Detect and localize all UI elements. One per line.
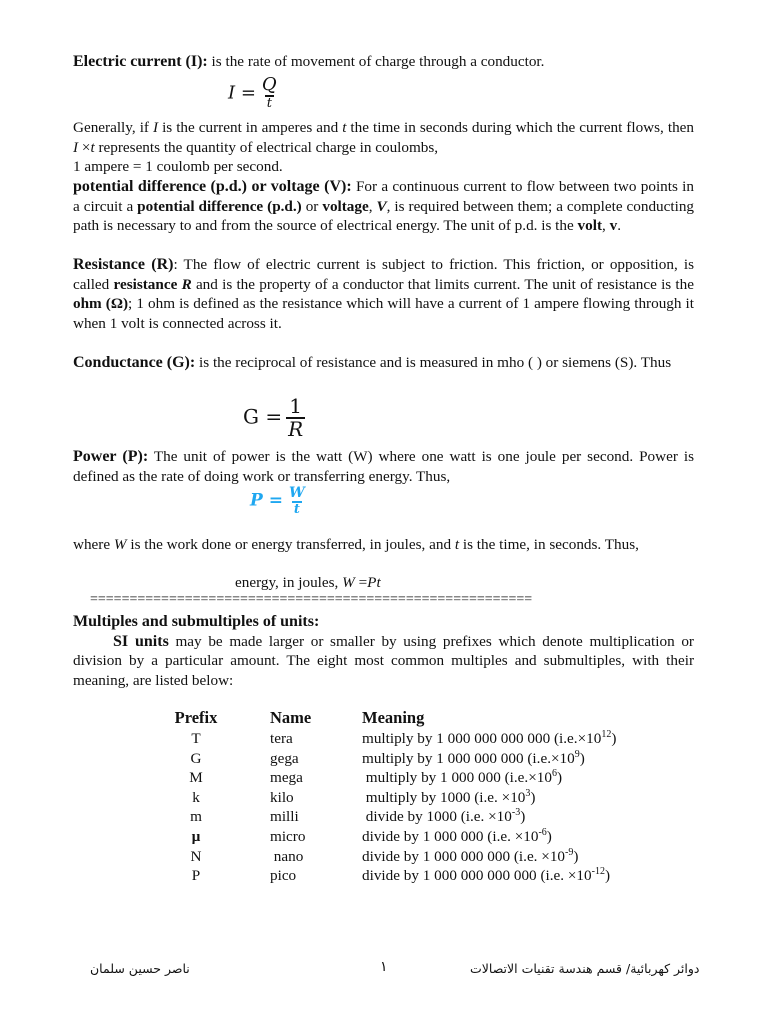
table-row: G gega multiply by 1 000 000 000 $(i.e.\times 10^9)$ [190,749,585,767]
table-row: µ micro divide by 1 000 000 (i.e. $\times 10^{-6}$) [191,827,552,845]
multiples-heading: Multiples and submultiples of units: [73,613,320,630]
pd-paragraph: potential difference (p.d.) or voltage (V): For a continuous current to flow between two points in a circuit a potential difference (p.d.) or voltage, V, is required between them; a complete conducting path is necessary to and from the source of electrical energy. The unit of p.d. is the volt, v. [73,178,695,235]
header-prefix: Prefix [174,708,218,727]
generally-paragraph: Generally, if I is the current in amperes and t the time in seconds during which the current flows, then I ×t represents the quantity of electrical charge in coulombs, 1 ampere = 1 coulomb per second. [73,119,695,176]
eq-denominator: t [266,95,272,111]
current-heading: Electric current (I): [73,53,208,70]
table-row: T tera multiply by 1 000 000 000 000 $(i.e.\times 10^{12})$ [191,729,617,747]
table-row: P pico divide by 1 000 000 000 000 (i.e. $\times 10^{-12}$) [191,866,611,884]
current-equation [228,76,279,111]
footer-author: ناصر حسين سلمان [90,961,190,976]
eq-numerator: Q [261,74,277,95]
eq-lhs: I = [228,82,256,104]
where-paragraph: where W is the work done or energy transferred, in joules, and t is the time, in seconds. Thus, [73,536,639,553]
conductance-paragraph: Conductance (G): is the reciprocal of resistance and is measured in mho ( ) or siemens (S). Thus [73,354,672,371]
power-heading: Power (P): [73,448,149,465]
ampere-definition: 1 ampere = 1 coulomb per second. [73,158,283,176]
separator-line: ======================================================== [90,592,533,607]
current-text: is the rate of movement of charge through a conductor. [207,53,545,70]
table-row: k kilo multiply by 1000 (i.e. $\times 10^3$) [192,788,536,806]
table-row: M mega multiply by 1 000 000 $(i.e.\times 10^6)$ [189,768,563,786]
resistance-paragraph: Resistance (R): The flow of electric current is subject to friction. This friction, or opposition, is called resistance R and is the property of a conductor that limits current. The unit of resistance is the ohm (Ω); 1 ohm is defined as the resistance which will have a current of 1 ampere flowing through it when 1 volt is connected across it. [73,256,694,332]
footer-course-title: دوائر كهربائية/ قسم هندسة تقنيات الاتصالات [470,961,700,976]
header-name: Name [270,708,312,727]
pd-heading: potential difference (p.d.) or voltage (V): [73,178,352,195]
power-equation: P = $\frac{W}{t}$ [250,485,305,517]
eq-fraction [260,76,279,111]
current-definition [73,52,694,72]
multiples-paragraph: Multiples and submultiples of units: SI units may be made larger or smaller by using prefixes which denote multiplication or division by a particular amount. The eight most common multiples and submultiples, with their meaning, are listed below: [73,613,694,689]
table-row: m milli divide by 1000 (i.e. $\times 10^{-3}$) [190,807,526,825]
power-paragraph: Power (P): The unit of power is the watt (W) where one watt is one joule per second. Power is defined as the rate of doing work or transferring energy. Thus, [73,448,694,485]
energy-equation: energy, in joules, W =Pt [235,574,381,591]
header-meaning: Meaning [362,708,425,727]
resistance-heading: Resistance (R) [73,256,174,273]
table-row: N nano divide by 1 000 000 000 (i.e. $\times 10^{-9}$) [190,847,579,865]
footer-page-number: ١ [380,959,388,975]
conductance-heading: Conductance (G): [73,354,196,371]
table-header [0,708,768,728]
conductance-equation: G = $\frac{1}{R}$ [243,394,304,441]
